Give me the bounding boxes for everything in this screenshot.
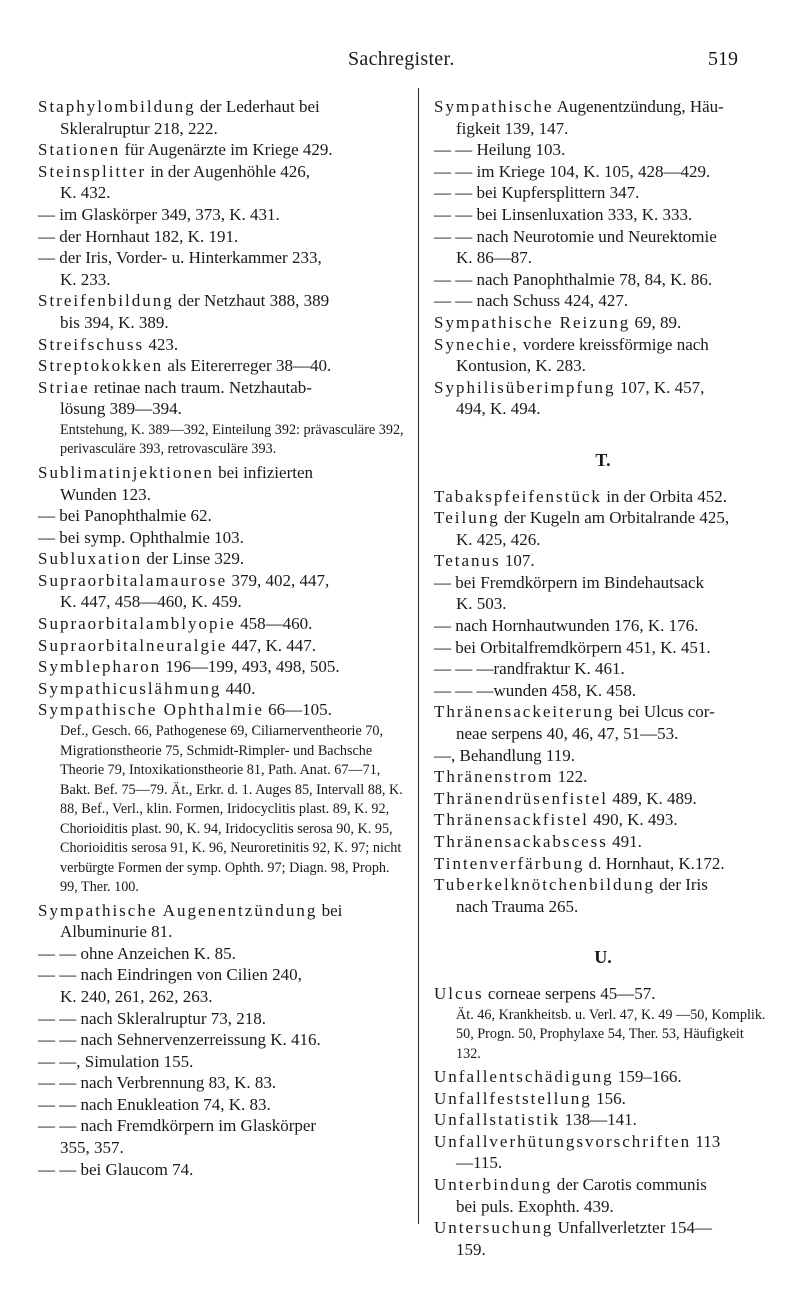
- entry-text: 440.: [225, 678, 256, 698]
- index-subentry: — im Glaskörper 349, 373, K. 431.: [38, 204, 280, 224]
- entry-continuation: figkeit 139, 147.: [456, 118, 569, 138]
- running-title: Sachregister.: [348, 48, 455, 70]
- entry-text: 138—141.: [564, 1110, 637, 1130]
- entry-text: der Kugeln am Orbitalrande 425,: [503, 508, 730, 528]
- index-subentry: — — nach Enukleation 74, K. 83.: [38, 1094, 271, 1114]
- entry-headword: Supraorbitalamaurose: [38, 570, 228, 590]
- index-subentry: — der Hornhaut 182, K. 191.: [38, 226, 239, 246]
- index-entry: [434, 853, 772, 875]
- index-subentry: [38, 964, 406, 1007]
- section-letter-t: T.: [595, 449, 611, 470]
- entry-headword: Symblepharon: [38, 657, 162, 677]
- entry-text: — — nach Eindringen von Cilien 240,: [38, 965, 302, 985]
- index-entry-detail: Entstehung, K. 389—392, Einteilung 392: prävasculäre 392, perivasculäre 393, retrovasculäre 393.: [60, 421, 404, 458]
- index-entry: [38, 635, 406, 657]
- column-divider: [418, 88, 419, 1224]
- entry-headword: Supraorbitalneuralgie: [38, 635, 228, 655]
- entry-text: 107, K. 457,: [619, 377, 705, 397]
- entry-headword: Unfallentschädigung: [434, 1067, 614, 1087]
- entry-continuation: lösung 389—394.: [60, 399, 182, 419]
- index-subentry: [38, 247, 406, 290]
- index-subentry: — — nach Panophthalmie 78, 84, K. 86.: [434, 269, 713, 289]
- index-subentry: [434, 226, 772, 269]
- entry-text: der Linse 329.: [146, 549, 245, 569]
- entry-headword: Streifenbildung: [38, 291, 174, 311]
- entry-headword: Supraorbitalamblyopie: [38, 614, 236, 634]
- index-entry: [38, 678, 406, 700]
- entry-headword: Thränensackfistel: [434, 810, 589, 830]
- entry-continuation: neae serpens 40, 46, 47, 51—53.: [456, 724, 679, 744]
- entry-headword: Streifschuss: [38, 334, 145, 354]
- index-entry: [434, 766, 772, 788]
- index-entry: [38, 96, 406, 139]
- entry-headword: Unfallverhütungsvorschriften: [434, 1131, 692, 1151]
- index-subentry: — bei Orbitalfremdkörpern 451, K. 451.: [434, 637, 711, 657]
- entry-headword: Synechie,: [434, 334, 519, 354]
- entry-headword: Sympathische Augenentzündung: [38, 900, 318, 920]
- index-entry: [38, 548, 406, 570]
- entry-headword: Teilung: [434, 508, 500, 528]
- entry-continuation: nach Trauma 265.: [456, 896, 579, 916]
- entry-text: 156.: [596, 1088, 626, 1108]
- page-header: [0, 0, 800, 100]
- entry-continuation: Wunden 123.: [60, 484, 151, 504]
- index-entry: [38, 290, 406, 333]
- index-entry: [38, 900, 406, 943]
- entry-text: in der Orbita 452.: [606, 486, 728, 506]
- entry-text: der Iris: [659, 875, 708, 895]
- index-entry: [434, 1109, 772, 1131]
- index-subentry: — — bei Kupfersplittern 347.: [434, 183, 640, 203]
- entry-headword: Sympathische Ophthalmie: [38, 700, 264, 720]
- index-entry: [38, 462, 406, 505]
- entry-text: 447, K. 447.: [231, 635, 317, 655]
- index-subentry: — — nach Schuss 424, 427.: [434, 291, 629, 311]
- entry-text: 113: [695, 1131, 721, 1151]
- entry-headword: Sympathische: [434, 97, 554, 116]
- entry-headword: Thränendrüsenfistel: [434, 788, 608, 808]
- index-entry: [434, 788, 772, 810]
- entry-headword: Unfallfeststellung: [434, 1088, 592, 1108]
- entry-headword: Tintenverfärbung: [434, 853, 585, 873]
- entry-headword: Ulcus: [434, 983, 484, 1003]
- entry-headword: Syphilisüberimpfung: [434, 377, 616, 397]
- entry-text: als Eitererreger 38—40.: [167, 356, 332, 376]
- index-subentry: — — nach Verbrennung 83, K. 83.: [38, 1073, 277, 1093]
- entry-continuation: 355, 357.: [60, 1138, 124, 1158]
- index-entry: [38, 334, 406, 356]
- index-entry: [434, 701, 772, 744]
- index-subentry: — — nach Sehnervenzerreissung K. 416.: [38, 1030, 321, 1050]
- index-entry: [38, 570, 406, 613]
- entry-text: 69, 89.: [634, 312, 682, 332]
- index-entry: [434, 831, 772, 853]
- index-column-left: [38, 96, 406, 1180]
- entry-text: 107.: [504, 551, 535, 571]
- entry-text: — — nach Fremdkörpern im Glaskörper: [38, 1116, 317, 1136]
- entry-headword: Sympathische Reizung: [434, 312, 631, 332]
- index-column-right: [434, 96, 772, 1260]
- entry-text: bei infizierten: [218, 462, 314, 482]
- entry-text: 491.: [612, 832, 642, 851]
- entry-headword: Sympathicuslähmung: [38, 678, 222, 698]
- entry-text: — — nach Neurotomie und Neurektomie: [434, 226, 717, 246]
- index-entry: [434, 96, 772, 139]
- index-subentry: — — bei Glaucom 74.: [38, 1159, 194, 1179]
- entry-continuation: K. 503.: [456, 594, 507, 614]
- index-entry: [434, 377, 772, 420]
- entry-headword: Untersuchung: [434, 1218, 554, 1238]
- index-entry: [434, 1174, 772, 1217]
- entry-headword: Subluxation: [38, 549, 143, 569]
- entry-text: corneae serpens 45—57.: [487, 983, 656, 1003]
- index-entry: [38, 355, 406, 377]
- index-subentry: — bei Panophthalmie 62.: [38, 506, 212, 526]
- index-subentry: — — ohne Anzeichen K. 85.: [38, 943, 236, 963]
- entry-text: bei: [321, 900, 343, 920]
- entry-headword: Tabakspfeifenstück: [434, 486, 602, 506]
- index-subentry: — — bei Linsenluxation 333, K. 333.: [434, 204, 693, 224]
- index-entry: [434, 1066, 772, 1088]
- entry-text: 66—105.: [268, 700, 332, 720]
- index-entry: [434, 312, 772, 334]
- entry-text: 458—460.: [240, 614, 313, 634]
- entry-continuation: K. 233.: [60, 269, 111, 289]
- entry-continuation: Kontusion, K. 283.: [456, 356, 586, 376]
- entry-text: in der Augenhöhle 426,: [150, 161, 311, 181]
- entry-text: — bei Fremdkörpern im Bindehautsack: [434, 572, 705, 592]
- index-entry: [434, 1088, 772, 1110]
- index-subentry: — — —randfraktur K. 461.: [434, 659, 625, 679]
- index-entry: [434, 983, 772, 1005]
- entry-text: der Carotis communis: [556, 1175, 707, 1195]
- index-subentry: — — nach Skleralruptur 73, 218.: [38, 1008, 267, 1028]
- entry-continuation: 159.: [456, 1239, 486, 1259]
- entry-text: 423.: [148, 334, 179, 354]
- index-entry-detail: Ät. 46, Krankheitsb. u. Verl. 47, K. 49 —50, Komplik. 50, Progn. 50, Prophylaxe 54, Ther. 53, Häufigkeit 132.: [456, 1006, 766, 1062]
- entry-continuation: bis 394, K. 389.: [60, 312, 169, 332]
- entry-headword: Sublimatinjektionen: [38, 462, 214, 482]
- entry-text: vordere kreissförmige nach: [522, 334, 709, 354]
- entry-text: 159–166.: [617, 1067, 682, 1087]
- index-entry: [434, 809, 772, 831]
- entry-headword: Tuberkelknötchenbildung: [434, 875, 656, 895]
- entry-headword: Steinsplitter: [38, 161, 147, 181]
- entry-continuation: 494, K. 494.: [456, 399, 541, 419]
- page-number: 519: [708, 48, 738, 70]
- index-entry: [434, 334, 772, 377]
- entry-headword: Thränensackabscess: [434, 832, 608, 851]
- index-entry: [38, 613, 406, 635]
- entry-text: Augenentzündung, Häu-: [556, 97, 724, 116]
- entry-headword: Thränensackeiterung: [434, 702, 615, 722]
- entry-continuation: Skleralruptur 218, 222.: [60, 118, 218, 138]
- entry-text: 379, 402, 447,: [231, 570, 330, 590]
- entry-text: 489, K. 489.: [612, 788, 697, 808]
- index-entry: [38, 377, 406, 420]
- entry-headword: Staphylombildung: [38, 97, 196, 116]
- index-subentry: — —, Simulation 155.: [38, 1051, 194, 1071]
- entry-headword: Striae: [38, 377, 90, 397]
- entry-text: der Lederhaut bei: [199, 97, 320, 116]
- entry-text: Unfallverletzter 154—: [557, 1218, 712, 1238]
- entry-headword: Unfallstatistik: [434, 1110, 561, 1130]
- section-letter-u: U.: [594, 947, 612, 968]
- index-subentry: —, Behandlung 119.: [434, 745, 576, 765]
- index-subentry: [434, 572, 772, 615]
- entry-headword: Streptokokken: [38, 356, 164, 376]
- entry-text: d. Hornhaut, K.172.: [588, 853, 725, 873]
- entry-text: 490, K. 493.: [593, 810, 678, 830]
- entry-continuation: K. 432.: [60, 183, 111, 203]
- entry-text: bei Ulcus cor-: [618, 702, 715, 722]
- entry-continuation: K. 240, 261, 262, 263.: [60, 986, 213, 1006]
- index-entry: [38, 161, 406, 204]
- index-entry: [38, 139, 406, 161]
- index-subentry: — bei symp. Ophthalmie 103.: [38, 527, 244, 547]
- entry-continuation: K. 425, 426.: [456, 529, 541, 549]
- entry-headword: Stationen: [38, 140, 121, 160]
- index-subentry: [38, 1115, 406, 1158]
- index-entry: [38, 656, 406, 678]
- index-entry: [434, 507, 772, 550]
- entry-continuation: Albuminurie 81.: [60, 922, 173, 942]
- index-entry: [434, 486, 772, 508]
- entry-continuation: —115.: [456, 1153, 503, 1173]
- index-entry: [434, 1217, 772, 1260]
- index-subentry: — — —wunden 458, K. 458.: [434, 680, 637, 700]
- entry-continuation: bei puls. Exophth. 439.: [456, 1196, 614, 1216]
- entry-continuation: K. 447, 458—460, K. 459.: [60, 592, 242, 612]
- entry-headword: Unterbindung: [434, 1175, 553, 1195]
- entry-text: retinae nach traum. Netzhautab-: [93, 377, 312, 397]
- index-entry: [434, 1131, 772, 1174]
- entry-continuation: K. 86—87.: [456, 248, 533, 268]
- entry-headword: Thränenstrom: [434, 767, 554, 787]
- index-entry: [434, 550, 772, 572]
- entry-text: 122.: [557, 767, 588, 787]
- index-entry-detail: Def., Gesch. 66, Pathogenese 69, Ciliarnerventheorie 70, Migrationstheorie 75, Schmidt-Rimpler- und Bachsche Theorie 79, Intoxikationstheorie 81, Path. Anat. 67—71, Bakt. Bef. 75—79. Ät., Erkr. d. 1. Auges 85, Intervall 88, K. 88, Bef., Verl., klin. Formen, Iridocyclitis plast. 89, K. 92, Chorioiditis plast. 90, K. 94, Iridocyclitis serosa 90, K. 95, Chorioiditis serosa 91, K. 96, Neuroretinitis 92, K. 97; nicht verbürgte Formen der symp. Ophth. 97; Diagn. 98, Proph. 99, Ther. 100.: [60, 723, 403, 896]
- entry-text: für Augenärzte im Kriege 429.: [124, 140, 333, 160]
- index-subentry: — — Heilung 103.: [434, 140, 566, 160]
- index-subentry: — — im Kriege 104, K. 105, 428—429.: [434, 161, 711, 181]
- entry-text: der Netzhaut 388, 389: [178, 291, 330, 311]
- entry-text: — der Iris, Vorder- u. Hinterkammer 233,: [38, 248, 322, 268]
- entry-text: 196—199, 493, 498, 505.: [165, 657, 340, 677]
- index-entry: [38, 699, 406, 721]
- entry-headword: Tetanus: [434, 551, 501, 571]
- index-subentry: — nach Hornhautwunden 176, K. 176.: [434, 616, 699, 636]
- index-entry: [434, 874, 772, 917]
